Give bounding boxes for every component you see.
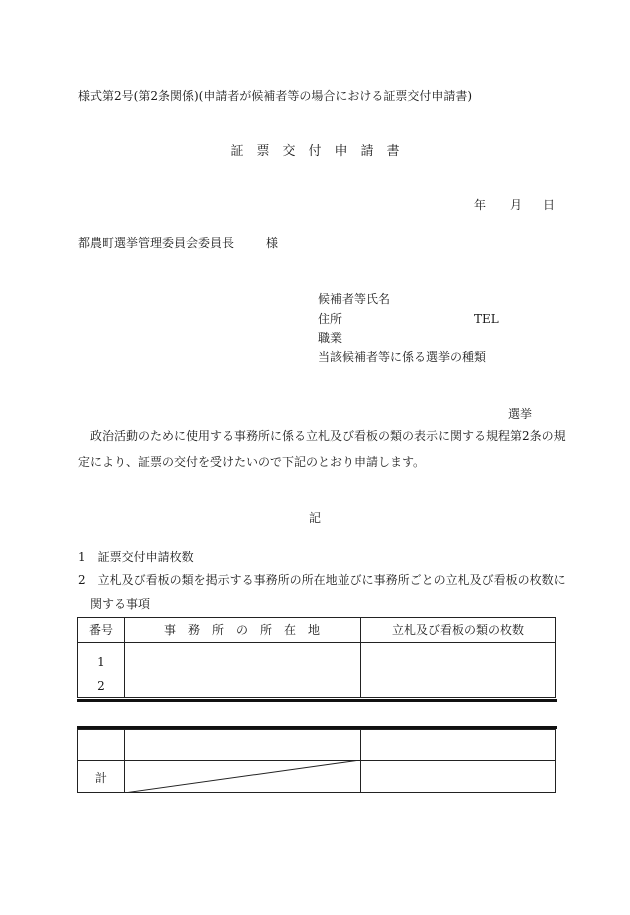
address-label: 住所 bbox=[318, 312, 343, 326]
date-month: 月 bbox=[510, 198, 523, 212]
diagonal-strike bbox=[124, 760, 360, 793]
occupation-label: 職業 bbox=[318, 331, 343, 345]
date-day: 日 bbox=[543, 198, 556, 212]
date-year: 年 bbox=[474, 198, 487, 212]
total-label: 計 bbox=[94, 771, 107, 785]
item-2-line-1: 2 立札及び看板の類を掲示する事務所の所在地並びに事務所ごとの立札及び看板の枚数に bbox=[78, 573, 566, 587]
table-break-top bbox=[77, 699, 557, 702]
header-location: 事 務 所 の 所 在 地 bbox=[163, 623, 320, 637]
body-line-1: 政治活動のために使用する事務所に係る立札及び看板の類の表示に関する規程第2条の規 bbox=[90, 429, 566, 443]
election-suffix: 選挙 bbox=[508, 407, 533, 421]
tel-label: TEL bbox=[474, 312, 499, 326]
candidate-name-label: 候補者等氏名 bbox=[318, 292, 391, 306]
election-type-label: 当該候補者等に係る選挙の種類 bbox=[318, 350, 487, 364]
office-table bbox=[77, 617, 556, 698]
item-1: 1 証票交付申請枚数 bbox=[78, 550, 194, 564]
item-2-line-2: 関する事項 bbox=[90, 597, 151, 611]
header-count: 立札及び看板の類の枚数 bbox=[391, 623, 524, 637]
ki-marker: 記 bbox=[308, 511, 321, 525]
addressee-name: 都農町選挙管理委員会委員長 bbox=[78, 236, 235, 250]
row-number-2: 2 bbox=[97, 679, 105, 693]
body-line-2: 定により、証票の交付を受けたいので下記のとおり申請します。 bbox=[78, 455, 426, 469]
row-number-1: 1 bbox=[97, 655, 105, 669]
form-label: 様式第2号(第2条関係)(申請者が候補者等の場合における証票交付申請書) bbox=[78, 89, 472, 103]
addressee-honorific: 様 bbox=[266, 236, 279, 250]
document-title: 証 票 交 付 申 請 書 bbox=[230, 144, 400, 159]
total-table bbox=[77, 729, 556, 793]
header-number: 番号 bbox=[88, 623, 113, 637]
